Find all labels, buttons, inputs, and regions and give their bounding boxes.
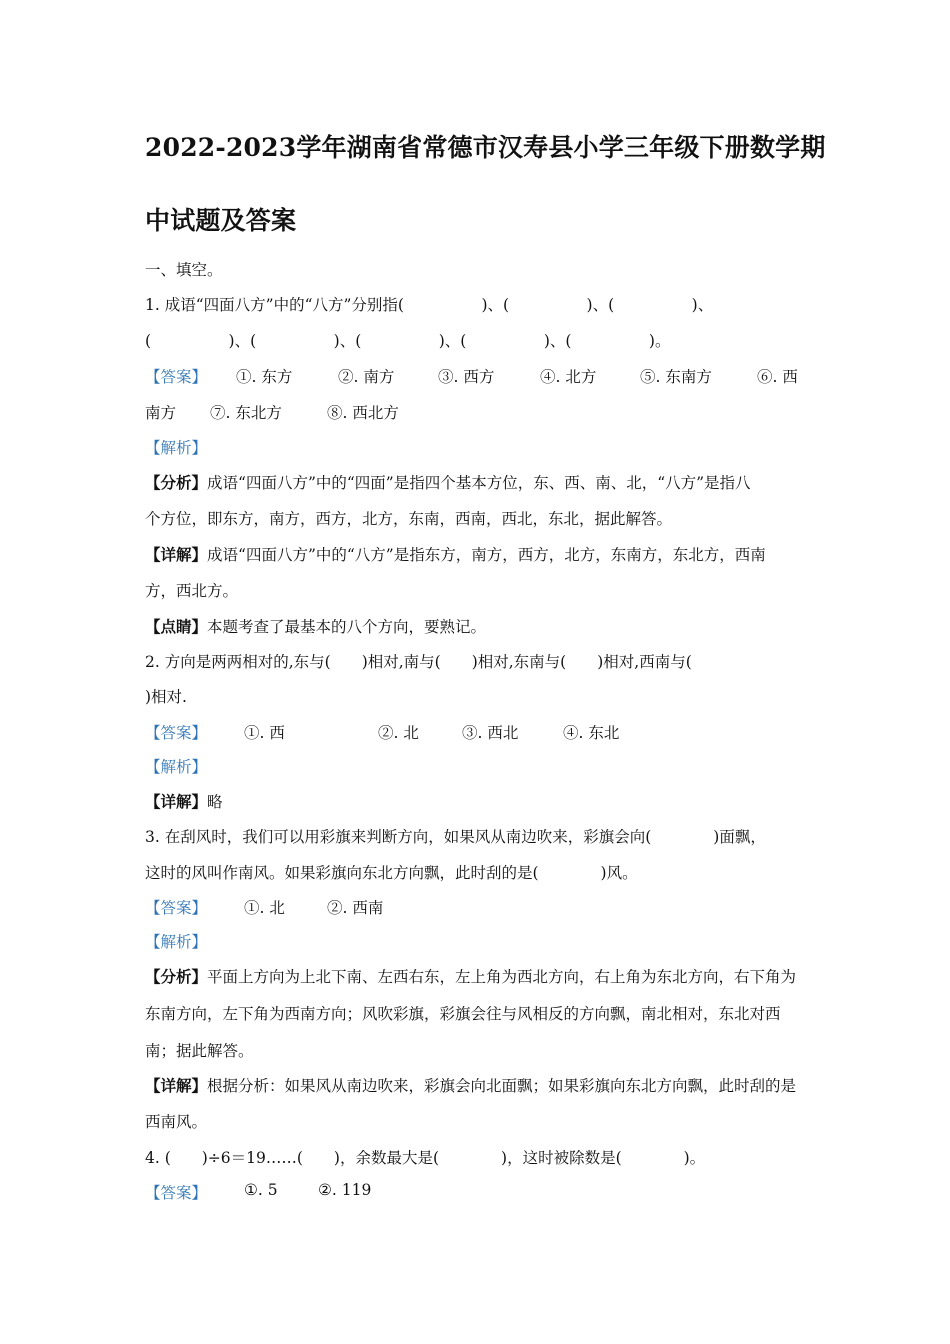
q1-fenxi-line-2: 个方位，即东方，南方，西方，北方，东南，西南，西北，东北，据此解答。 <box>145 510 673 528</box>
fenxi-text: 平面上方向为上北下南、左西右东，左上角为西北方向，右上角为东北方向，右下角为 <box>207 968 797 986</box>
q3-fenxi-line-3: 南；据此解答。 <box>145 1042 254 1060</box>
q1-answer-5: ⑤. 东南方 <box>640 368 712 386</box>
q2-answer-label: 【答案】 <box>145 724 208 742</box>
q3-xiangjie-line-2: 西南风。 <box>145 1113 208 1131</box>
q1-text-line-1: 1. 成语“四面八方”中的“八方”分别指( )、( )、( )、 <box>145 296 714 314</box>
q4-text-line-1: 4. ( )÷6＝19……( )，余数最大是( )，这时被除数是( )。 <box>145 1149 706 1167</box>
doc-title-line-2: 中试题及答案 <box>145 206 297 235</box>
q1-answer-1: ①. 东方 <box>236 368 293 386</box>
q1-jiexi-label: 【解析】 <box>145 439 208 457</box>
q1-text-line-2: ( )、( )、( )、( )、( )。 <box>145 332 671 350</box>
q4-answer-1: ①. 5 <box>244 1181 278 1199</box>
q2-answer-4: ④. 东北 <box>563 724 620 742</box>
dianjing-label: 【点睛】 <box>145 617 208 636</box>
q2-answer-1: ①. 西 <box>244 724 285 742</box>
q1-answer-6: ⑥. 西 <box>757 368 798 386</box>
xiangjie-text: 略 <box>207 793 223 811</box>
fenxi-label: 【分析】 <box>145 473 208 492</box>
q2-answer-2: ②. 北 <box>378 724 419 742</box>
q1-answer-3: ③. 西方 <box>438 368 495 386</box>
doc-title-line-1: 2022-2023学年湖南省常德市汉寿县小学三年级下册数学期 <box>145 133 826 162</box>
fenxi-label: 【分析】 <box>145 967 208 986</box>
q1-dianjing <box>145 615 486 637</box>
q1-fenxi-line-1 <box>145 471 751 493</box>
xiangjie-label: 【详解】 <box>145 1076 208 1095</box>
q1-answer-7: ⑦. 东北方 <box>210 404 282 422</box>
q1-xiangjie-line-1 <box>145 543 766 565</box>
dianjing-text: 本题考查了最基本的八个方向，要熟记。 <box>207 618 487 636</box>
q3-xiangjie-line-1 <box>145 1074 796 1096</box>
q4-answer-label: 【答案】 <box>145 1184 208 1202</box>
xiangjie-text: 根据分析：如果风从南边吹来，彩旗会向北面飘；如果彩旗向东北方向飘，此时刮的是 <box>207 1077 797 1095</box>
q3-answer-2: ②. 西南 <box>327 899 384 917</box>
xiangjie-label: 【详解】 <box>145 545 208 564</box>
q1-answer-4: ④. 北方 <box>540 368 597 386</box>
q3-answer-1: ①. 北 <box>244 899 285 917</box>
q3-text-line-1: 3. 在刮风时，我们可以用彩旗来判断方向，如果风从南边吹来，彩旗会向( )面飘， <box>145 828 766 846</box>
q1-answer-label: 【答案】 <box>145 368 208 386</box>
q1-answer-8: ⑧. 西北方 <box>327 404 399 422</box>
q2-text-line-2: )相对. <box>145 688 187 706</box>
q2-xiangjie <box>145 790 223 812</box>
q4-answer-2: ②. 119 <box>318 1181 372 1199</box>
q1-xiangjie-line-2: 方，西北方。 <box>145 582 239 600</box>
q3-fenxi-line-2: 东南方向，左下角为西南方向；风吹彩旗，彩旗会往与风相反的方向飘，南北相对，东北对西 <box>145 1005 781 1023</box>
q3-answer-label: 【答案】 <box>145 899 208 917</box>
q1-answer-6-cont: 南方 <box>145 404 177 422</box>
q2-answer-3: ③. 西北 <box>462 724 519 742</box>
q3-fenxi-line-1 <box>145 965 796 987</box>
q3-jiexi-label: 【解析】 <box>145 933 208 951</box>
xiangjie-label: 【详解】 <box>145 792 208 811</box>
fenxi-text: 成语“四面八方”中的“四面”是指四个基本方位，东、西、南、北，“八方”是指八 <box>207 474 751 492</box>
q1-answer-2: ②. 南方 <box>338 368 395 386</box>
q2-jiexi-label: 【解析】 <box>145 758 208 776</box>
section-heading: 一、填空。 <box>145 261 223 279</box>
xiangjie-text: 成语“四面八方”中的“八方”是指东方，南方，西方，北方，东南方，东北方，西南 <box>207 546 766 564</box>
q2-text-line-1: 2. 方向是两两相对的,东与( )相对,南与( )相对,东南与( )相对,西南与( <box>145 653 692 671</box>
q3-text-line-2: 这时的风叫作南风。如果彩旗向东北方向飘，此时刮的是( )风。 <box>145 864 638 882</box>
